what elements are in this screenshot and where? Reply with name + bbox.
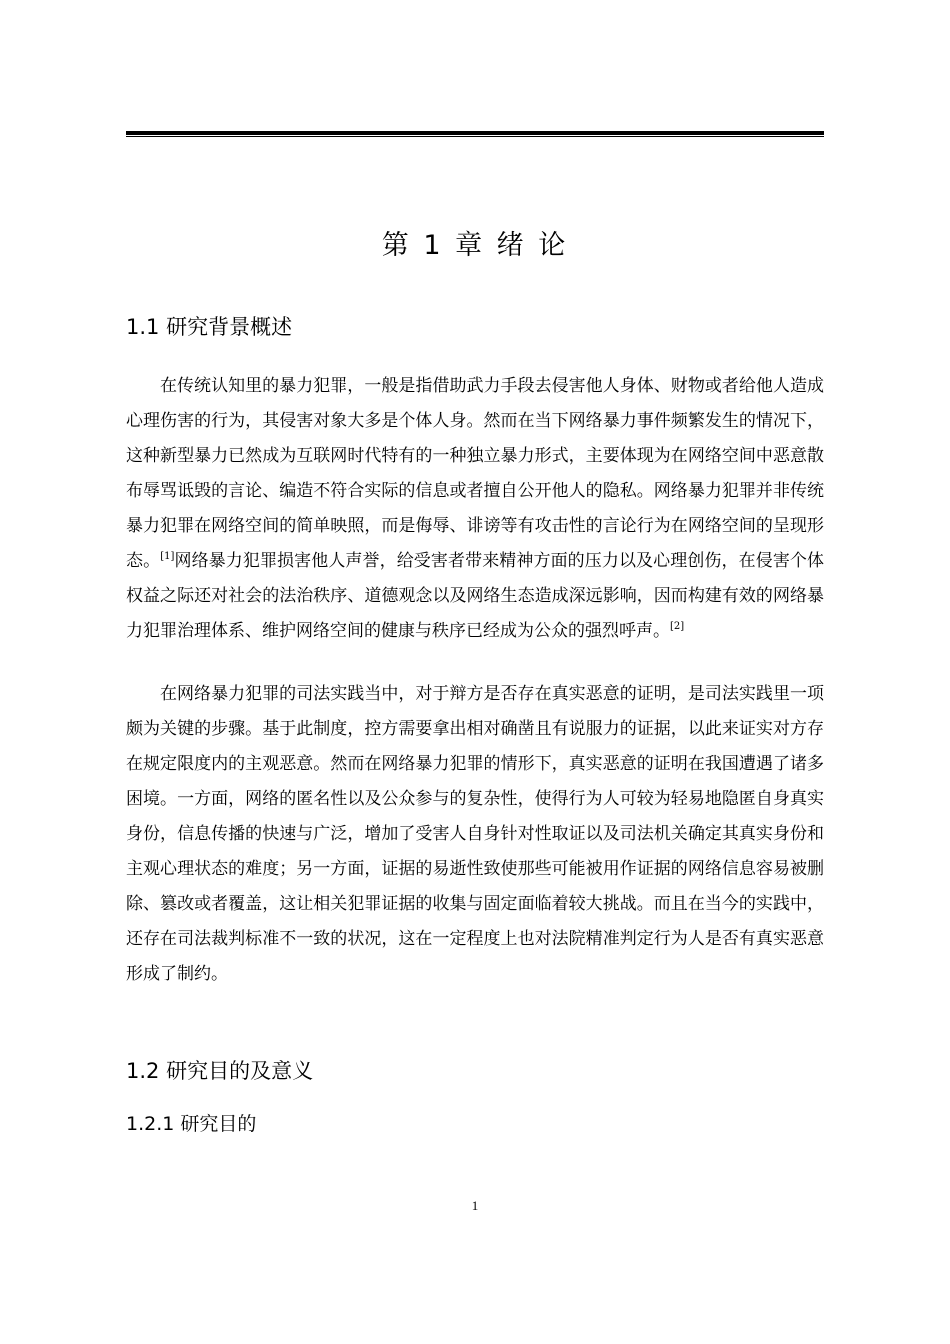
paragraph-judicial-practice: 在网络暴力犯罪的司法实践当中，对于辩方是否存在真实恶意的证明，是司法实践里一项颇为关键的步骤。基于此制度，控方需要拿出相对确凿且有说服力的证据，以此来证实对方存在规定限度内的主观恶意。然而在网络暴力犯罪的情形下，真实恶意的证明在我国遭遇了诸多困境。一方面，网络的匿名性以及公众参与的复杂性，使得行为人可较为轻易地隐匿自身真实身份，信息传播的快速与广泛，增加了受害人自身针对性取证以及司法机关确定其真实身份和主观心理状态的难度；另一方面，证据的易逝性致使那些可能被用作证据的网络信息容易被删除、篡改或者覆盖，这让相关犯罪证据的收集与固定面临着较大挑战。而且在当今的实践中，还存在司法裁判标准不一致的状况，这在一定程度上也对法院精准判定行为人是否有真实恶意形成了制约。 <box>126 684 824 984</box>
chapter-title: 第 1 章 绪 论 <box>381 230 569 261</box>
page-number: 1 <box>471 1198 479 1213</box>
paragraph-background-text-1: 在传统认知里的暴力犯罪，一般是指借助武力手段去侵害他人身体、财物或者给他人造成心理伤害的行为，其侵害对象大多是个体人身。然而在当下网络暴力事件频繁发生的情况下，这种新型暴力已然成为互联网时代特有的一种独立暴力形式，主要体现为在网络空间中恶意散布辱骂诋毁的言论、编造不符合实际的信息或者擅自公开他人的隐私。网络暴力犯罪并非传统暴力犯罪在网络空间的简单映照，而是侮辱、诽谤等有攻击性的言论行为在网络空间的呈现形态。 <box>126 376 824 571</box>
section-heading-1-1: 1.1 研究背景概述 <box>126 315 293 339</box>
citation-1: [1] <box>160 551 175 562</box>
header-rule-thick <box>126 131 824 135</box>
citation-2: [2] <box>670 621 685 632</box>
section-heading-1-2: 1.2 研究目的及意义 <box>126 1059 314 1083</box>
header-rule-thin <box>126 136 824 137</box>
subsection-heading-1-2-1: 1.2.1 研究目的 <box>126 1113 257 1135</box>
paragraph-background <box>126 369 824 649</box>
paragraph-background-text-2: 网络暴力犯罪损害他人声誉，给受害者带来精神方面的压力以及心理创伤，在侵害个体权益之际还对社会的法治秩序、道德观念以及网络生态造成深远影响，因而构建有效的网络暴力犯罪治理体系、维护网络空间的健康与秩序已经成为公众的强烈呼声。 <box>126 551 825 641</box>
